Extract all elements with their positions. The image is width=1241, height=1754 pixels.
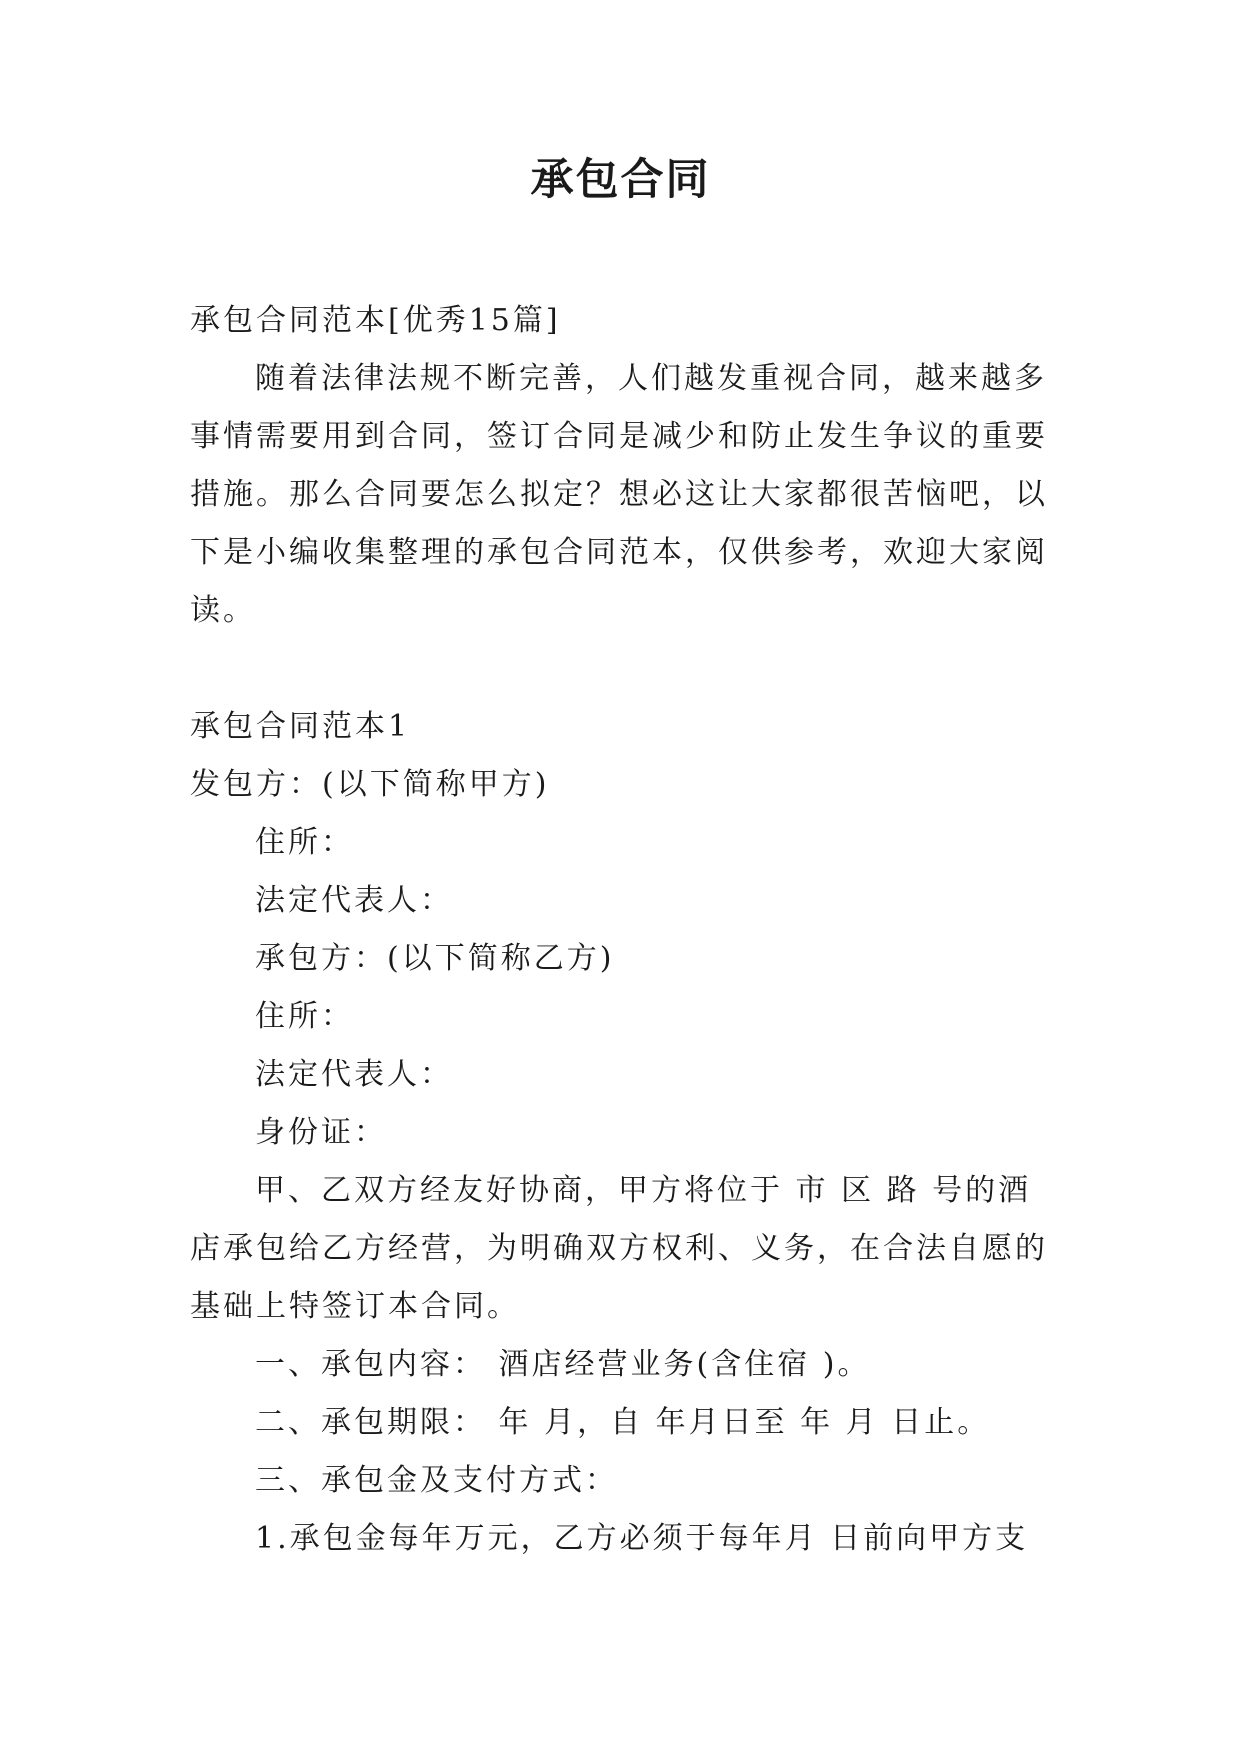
- paragraph-line: 读。: [190, 593, 256, 628]
- paragraph-line: 下是小编收集整理的承包合同范本，仅供参考，欢迎大家阅: [190, 535, 1048, 570]
- document-body: [190, 292, 1050, 1568]
- subtitle-line: 承包合同范本[优秀15篇]: [190, 303, 561, 338]
- paragraph-line: 住所：: [255, 825, 354, 860]
- paragraph-line: 发包方：(以下简称甲方): [190, 767, 550, 802]
- paragraph-line: 措施。那么合同要怎么拟定？想必这让大家都很苦恼吧，以: [190, 477, 1048, 512]
- paragraph-line: 法定代表人：: [255, 883, 453, 918]
- paragraph-line: 事情需要用到合同，签订合同是减少和防止发生争议的重要: [190, 419, 1048, 454]
- clause-line: 一、承包内容： 酒店经营业务(含住宿 )。: [255, 1347, 871, 1382]
- section-heading: 承包合同范本1: [190, 709, 411, 744]
- paragraph-line: 基础上特签订本合同。: [190, 1289, 520, 1324]
- paragraph-line: 甲、乙双方经友好协商，甲方将位于 市 区 路 号的酒: [255, 1173, 1032, 1208]
- paragraph-line: 法定代表人：: [255, 1057, 453, 1092]
- paragraph-line: 店承包给乙方经营，为明确双方权利、义务，在合法自愿的: [190, 1231, 1048, 1266]
- paragraph-line: 承包方：(以下简称乙方): [255, 941, 615, 976]
- clause-line: 1.承包金每年万元，乙方必须于每年月 日前向甲方支: [255, 1521, 1029, 1556]
- clause-line: 三、承包金及支付方式：: [255, 1463, 618, 1498]
- blank-line: [190, 640, 1050, 698]
- paragraph-line: 住所：: [255, 999, 354, 1034]
- document-title: 承包合同: [530, 155, 711, 205]
- clause-line: 二、承包期限： 年 月，自 年月日至 年 月 日止。: [255, 1405, 991, 1440]
- paragraph-line: 身份证：: [255, 1115, 387, 1150]
- paragraph-line: 随着法律法规不断完善，人们越发重视合同，越来越多: [255, 361, 1047, 396]
